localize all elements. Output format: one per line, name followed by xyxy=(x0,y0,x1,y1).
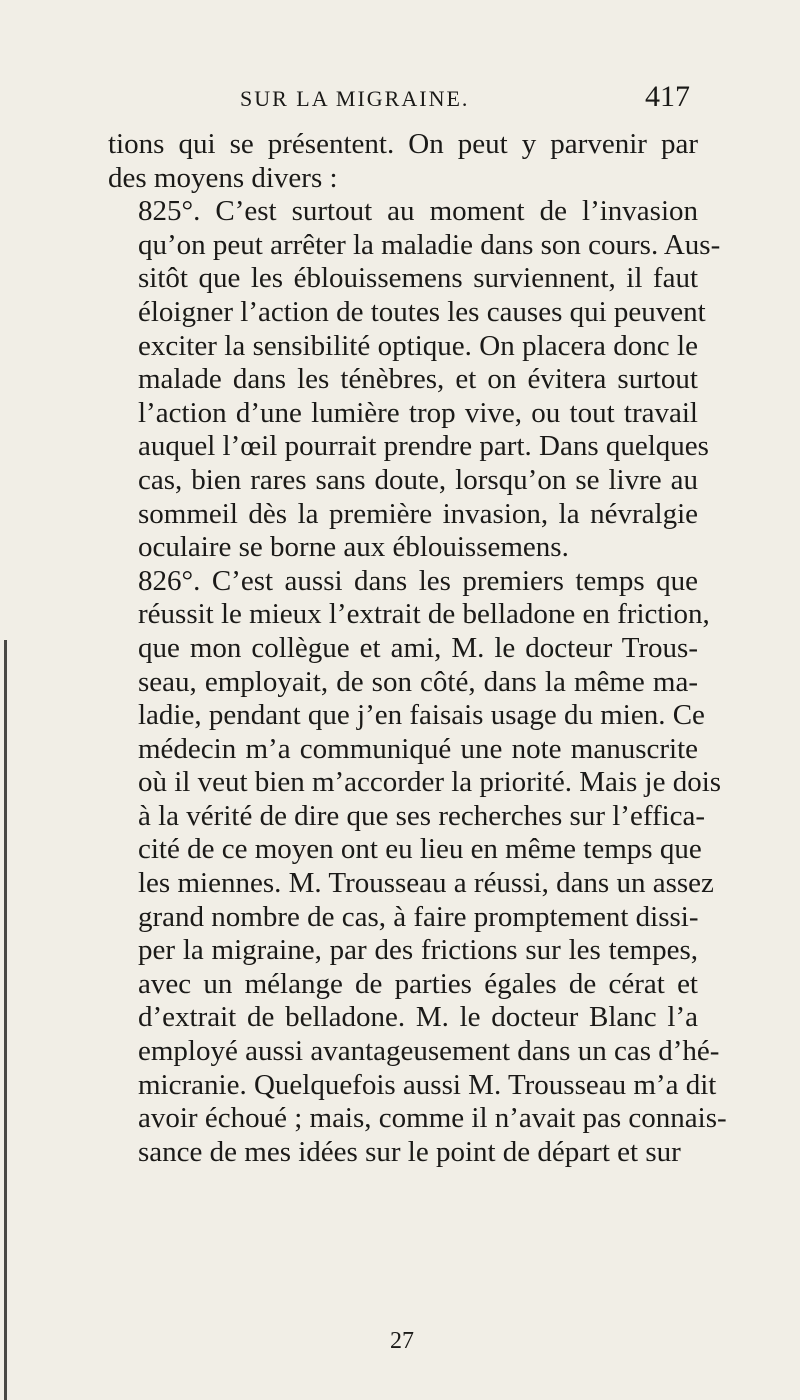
text-line: avec un mélange de parties égales de cérat et xyxy=(138,967,698,1000)
body-text xyxy=(108,128,727,1169)
running-head xyxy=(120,80,690,120)
running-title: SUR LA MIGRAINE. xyxy=(240,86,470,111)
page-edge-shadow xyxy=(4,640,7,1400)
text-line: avoir échoué ; mais, comme il n’avait pas connais- xyxy=(138,1102,727,1135)
text-line: cas, bien rares sans doute, lorsqu’on se livre au xyxy=(138,463,698,496)
text-line: sommeil dès la première invasion, la névralgie xyxy=(138,497,698,530)
text-line: exciter la sensibilité optique. On placera donc le xyxy=(138,329,698,362)
text-line: les miennes. M. Trousseau a réussi, dans un assez xyxy=(138,867,714,900)
paragraph-826 xyxy=(108,564,727,1170)
text-line: que mon collègue et ami, M. le docteur Trous- xyxy=(138,631,698,664)
text-line: sance de mes idées sur le point de départ et sur xyxy=(138,1135,681,1168)
text-line: ladie, pendant que j’en faisais usage du mien. Ce xyxy=(138,699,705,732)
text-line: d’extrait de belladone. M. le docteur Blanc l’a xyxy=(138,1001,698,1034)
text-line: où il veut bien m’accorder la priorité. Mais je dois xyxy=(138,766,722,799)
text-line: employé aussi avantageusement dans un cas d’hé- xyxy=(138,1035,720,1068)
text-line: seau, employait, de son côté, dans la même ma- xyxy=(138,665,698,698)
text-line: qu’on peut arrêter la maladie dans son cours. Aus- xyxy=(138,228,721,261)
text-line: des moyens divers : xyxy=(108,161,338,194)
text-line: 826°. C’est aussi dans les premiers temps que xyxy=(138,564,698,597)
page-number: 417 xyxy=(645,80,690,113)
text-line: 825°. C’est surtout au moment de l’invasion xyxy=(138,195,698,228)
text-line: per la migraine, par des frictions sur les tempes, xyxy=(138,934,698,967)
text-line: oculaire se borne aux éblouissemens. xyxy=(138,531,569,564)
text-line: à la vérité de dire que ses recherches sur l’effica- xyxy=(138,799,706,832)
text-line: tions qui se présentent. On peut y parvenir par xyxy=(108,128,698,160)
text-line: éloigner l’action de toutes les causes qui peuvent xyxy=(138,295,706,328)
text-line: micranie. Quelquefois aussi M. Trousseau m’a dit xyxy=(138,1068,717,1101)
text-line: médecin m’a communiqué une note manuscrite xyxy=(138,732,698,765)
paragraph-825 xyxy=(108,195,721,565)
text-line: cité de ce moyen ont eu lieu en même temps que xyxy=(138,833,702,866)
text-line: auquel l’œil pourrait prendre part. Dans quelques xyxy=(138,430,709,463)
text-line: sitôt que les éblouissemens surviennent, il faut xyxy=(138,262,698,295)
text-line: réussit le mieux l’extrait de belladone en friction, xyxy=(138,598,710,631)
signature-mark: 27 xyxy=(390,1328,414,1354)
text-line: malade dans les ténèbres, et on évitera surtout xyxy=(138,363,698,396)
text-line: l’action d’une lumière trop vive, ou tout travail xyxy=(138,396,698,429)
text-line: grand nombre de cas, à faire promptement dissi- xyxy=(138,900,699,933)
paragraph-continuation xyxy=(108,128,698,195)
